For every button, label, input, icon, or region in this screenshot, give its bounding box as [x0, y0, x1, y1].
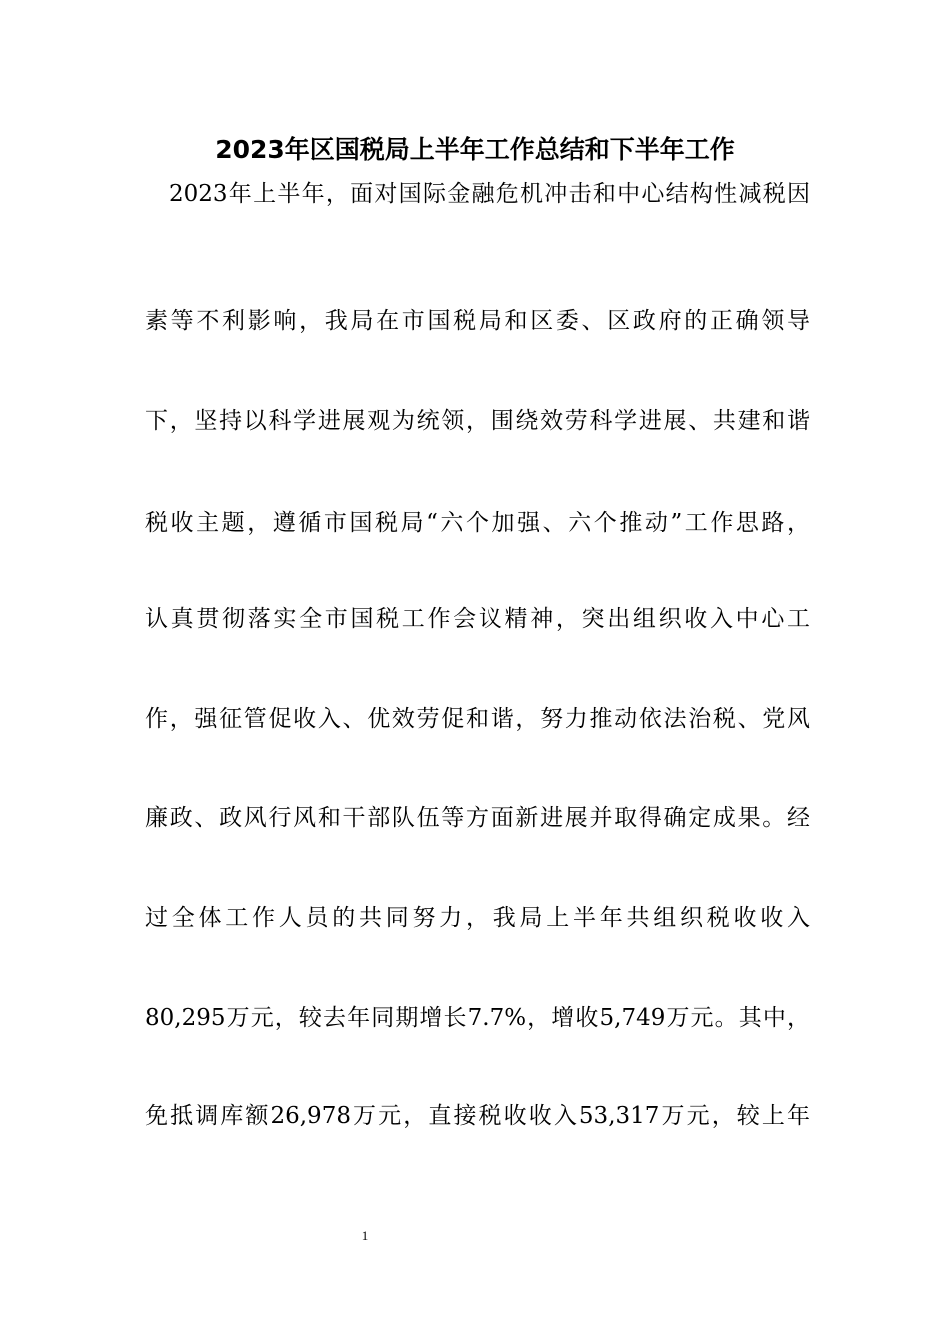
body-line-10: 免抵调库额26,978万元，直接税收收入53,317万元，较上年: [145, 1103, 810, 1129]
body-line-8: 过全体工作人员的共同努力，我局上半年共组织税收收入: [145, 905, 810, 931]
body-line-3: 下，坚持以科学进展观为统领，围绕效劳科学进展、共建和谐: [145, 408, 810, 434]
body-line-4: 税收主题，遵循市国税局“六个加强、六个推动”工作思路，: [145, 510, 810, 536]
body-line-1: 2023年上半年，面对国际金融危机冲击和中心结构性减税因: [169, 181, 810, 207]
body-line-7: 廉政、政风行风和干部队伍等方面新进展并取得确定成果。经: [145, 805, 810, 831]
body-line-5: 认真贯彻落实全市国税工作会议精神，突出组织收入中心工: [145, 606, 810, 632]
body-line-6: 作，强征管促收入、优效劳促和谐，努力推动依法治税、党风: [145, 706, 810, 732]
document-title: 2023年区国税局上半年工作总结和下半年工作: [215, 135, 735, 164]
body-line-9: 80,295万元，较去年同期增长7.7%，增收5,749万元。其中，: [145, 1005, 810, 1031]
page-number: 1: [361, 1228, 369, 1243]
body-line-2: 素等不利影响，我局在市国税局和区委、区政府的正确领导: [145, 308, 810, 334]
